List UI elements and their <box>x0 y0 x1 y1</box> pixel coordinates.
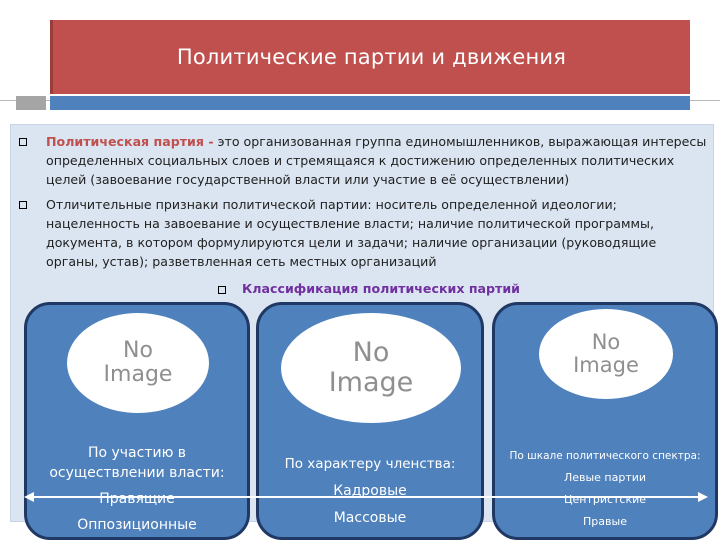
square-bullet-icon <box>19 201 27 209</box>
bullet-party-definition <box>46 132 708 189</box>
card-item: Кадровые <box>333 483 407 499</box>
card-item: Центристские <box>563 493 647 506</box>
placeholder-text: No <box>591 329 621 354</box>
card-item: Левые партии <box>563 471 647 484</box>
double-arrow-icon <box>24 491 708 503</box>
bullet-text: это организованная группа единомышленников, выражающая интересы определенных социальных слоев и стремящаяся к достижению определенных политических целей (завоевание государственной власти или участие в её осуществлении) <box>46 134 707 187</box>
classification-card-spectrum <box>492 302 718 540</box>
accent-bar-gray <box>16 96 46 110</box>
slide-title-bar <box>50 20 690 94</box>
bullet-party-features <box>46 195 708 271</box>
placeholder-text: Image <box>103 362 173 387</box>
card-item: Массовые <box>333 510 407 526</box>
bullet-term: Политическая партия - <box>46 134 214 149</box>
classification-heading: Классификация политических партий <box>242 281 520 296</box>
card-item: Правые <box>583 515 627 528</box>
square-bullet-icon <box>218 286 226 294</box>
bullet-text: Отличительные признаки политической партии: носитель определенной идеологии; нацеленность на завоевание и осуществление власти; наличие политической программы, документа, в котором формулируются цели и задачи; наличие организации (руководящие органы, устав); разветвленная сеть местных организаций <box>46 197 657 269</box>
card-heading: По участию в осуществлении власти: <box>49 445 225 481</box>
classification-card-membership <box>256 302 484 540</box>
placeholder-text: Image <box>328 367 414 398</box>
accent-bar-blue <box>50 96 690 110</box>
card-item: Оппозиционные <box>77 517 197 533</box>
no-image-placeholder <box>281 313 461 423</box>
card-item: Правящие <box>99 491 175 507</box>
no-image-placeholder <box>67 313 209 413</box>
placeholder-text: No <box>352 337 390 369</box>
square-bullet-icon <box>19 138 27 146</box>
classification-card-power <box>24 302 250 540</box>
no-image-placeholder <box>539 309 673 399</box>
card-heading: По характеру членства: <box>284 456 456 472</box>
placeholder-text: No <box>123 337 153 363</box>
slide-title: Политические партии и движения <box>176 45 567 69</box>
card-heading: По шкале политического спектра: <box>509 450 701 462</box>
placeholder-text: Image <box>573 353 639 377</box>
